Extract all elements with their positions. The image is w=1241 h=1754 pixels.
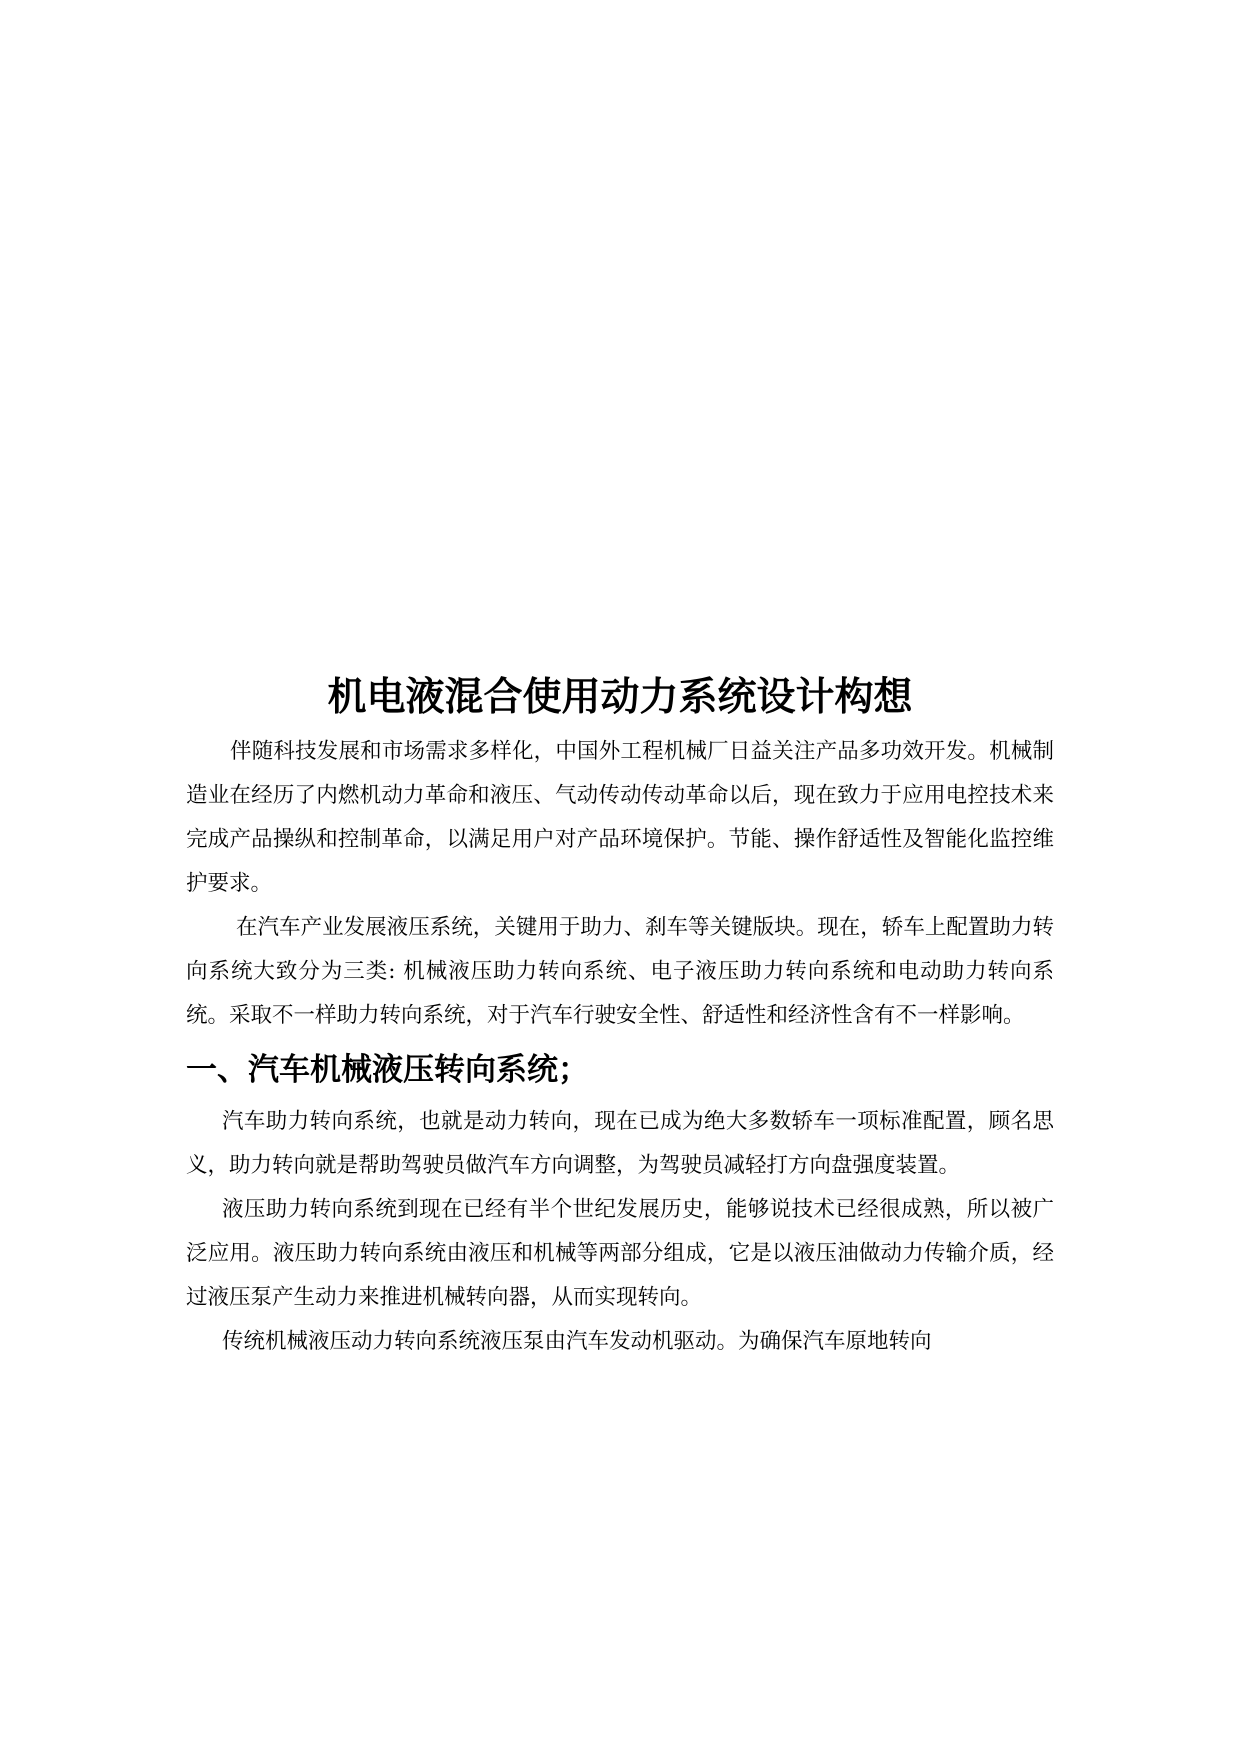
section1-paragraph-2: 液压助力转向系统到现在已经有半个世纪发展历史，能够说技术已经很成熟，所以被广泛应用。液压助力转向系统由液压和机械等两部分组成，它是以液压油做动力传输介质，经过液压泵产生动力来推进机械转向器，从而实现转向。 bbox=[186, 1197, 1054, 1310]
document-body bbox=[186, 666, 1054, 1364]
intro-paragraph-1: 伴随科技发展和市场需求多样化，中国外工程机械厂日益关注产品多功效开发。机械制造业在经历了内燃机动力革命和液压、气动传动传动革命以后，现在致力于应用电控技术来完成产品操纵和控制革命，以满足用户对产品环境保护。节能、操作舒适性及智能化监控维护要求。 bbox=[186, 739, 1054, 896]
section-heading-1: 一、汽车机械液压转向系统； bbox=[186, 1052, 589, 1088]
document-title: 机电液混合使用动力系统设计构想 bbox=[327, 675, 913, 720]
section1-paragraph-3: 传统机械液压动力转向系统液压泵由汽车发动机驱动。为确保汽车原地转向 bbox=[222, 1329, 932, 1354]
section1-paragraph-1: 汽车助力转向系统，也就是动力转向，现在已成为绝大多数轿车一项标准配置，顾名思义，助力转向就是帮助驾驶员做汽车方向调整，为驾驶员减轻打方向盘强度装置。 bbox=[186, 1109, 1054, 1178]
intro-paragraph-2: 在汽车产业发展液压系统，关键用于助力、刹车等关键版块。现在，轿车上配置助力转向系统大致分为三类: 机械液压助力转向系统、电子液压助力转向系统和电动助力转向系统。采取不一样助力转向系统，对于汽车行驶安全性、舒适性和经济性含有不一样影响。 bbox=[186, 915, 1054, 1028]
